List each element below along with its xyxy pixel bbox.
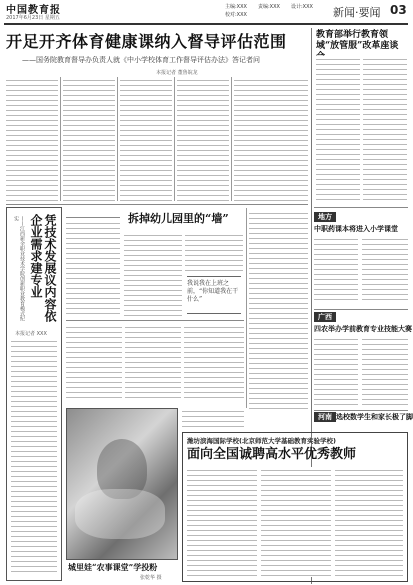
brief-body	[362, 236, 408, 304]
photo-caption: 城里娃“农事课堂”学投粉	[68, 562, 158, 572]
column-divider	[246, 208, 247, 408]
brief-item	[314, 402, 413, 430]
ad-body	[187, 467, 257, 577]
page-number: 03	[390, 3, 407, 17]
lead-body-column	[177, 77, 229, 201]
ad-headline: 面向全国诚聘高水平优秀教师	[187, 447, 357, 462]
staff-line-4: 校对:XXX	[225, 12, 247, 18]
center-lower-body	[184, 324, 244, 402]
center-side-column	[249, 210, 308, 410]
brief-body	[362, 336, 408, 406]
brief-rule	[314, 309, 408, 310]
lead-body-column	[63, 77, 115, 201]
left-feature-box	[6, 207, 62, 581]
photo-figure-shape	[75, 489, 165, 539]
ad-body	[335, 467, 403, 577]
pullquote-text: 我说我在上班之前，“你知道我在干什么”	[187, 280, 239, 303]
brief-item	[314, 212, 408, 306]
lead-subhead: ——国务院教育督导办负责人就《中小学校体育工作督导评估办法》答记者问	[22, 56, 260, 64]
masthead-rule	[4, 23, 408, 25]
photo-side-text	[182, 408, 244, 428]
column-divider	[117, 77, 118, 201]
brief-title: 四农举办学前教育专业技能大赛	[314, 324, 412, 333]
center-lower-body	[125, 324, 181, 402]
column-divider	[174, 77, 175, 201]
brief-item	[314, 312, 412, 408]
right-top-body	[363, 56, 407, 204]
brief-tag: 地方	[314, 212, 336, 222]
lead-body-column	[234, 77, 308, 201]
center-rule	[66, 320, 244, 321]
news-photo	[66, 408, 178, 560]
staff-line-2: 责编:XXX	[258, 4, 280, 10]
lead-headline: 开足开齐体育健康课纳入督导评估范围	[6, 32, 287, 51]
staff-line-1: 主编:XXX	[225, 4, 247, 10]
photo-byline: 张乾华 摄	[140, 575, 162, 581]
section-name: 新闻·要闻	[333, 6, 381, 19]
lead-byline: 本报记者 董鲁皖龙	[156, 70, 198, 76]
brief-body	[314, 336, 358, 406]
brief-body	[314, 236, 358, 304]
left-feature-byline: 本报记者 XXX	[15, 331, 47, 337]
center-feature-pullquote	[187, 276, 241, 314]
left-feature-body	[11, 338, 57, 576]
masthead	[0, 0, 412, 24]
brief-title: 选校数学生和家长极了脚	[336, 412, 413, 421]
left-feature-headline: 凭技术发展议内容依企业需求建专业	[29, 214, 57, 322]
center-feature-body	[124, 232, 182, 316]
center-lower-body	[66, 324, 122, 402]
ad-body	[261, 467, 331, 577]
ad-top-line: 潍坊滨海国际学校(北京师范大学基础教育实验学校)	[187, 437, 336, 445]
column-divider	[231, 77, 232, 201]
staff-line-3: 设计:XXX	[291, 4, 313, 10]
lead-body-column	[120, 77, 172, 201]
left-feature-subhead: ——江西新余职业技术学院创新职业教育模式纪实	[13, 216, 25, 321]
brief-tag: 河南	[314, 412, 336, 422]
right-top-headline: 教育部举行教育领域“放管服”改革座谈	[316, 30, 399, 51]
center-feature-lead-column	[66, 220, 120, 316]
center-feature-headline: 拆掉幼儿园里的“墙”	[128, 212, 229, 225]
center-feature-body	[185, 232, 243, 272]
newspaper-logo: 中国教育报	[6, 5, 61, 16]
date-line: 2017年6月23日 星期五	[6, 15, 60, 21]
center-feature-label	[66, 210, 120, 218]
column-divider	[60, 77, 61, 201]
recruitment-ad	[182, 432, 408, 582]
brief-title: 中职药课本将进入小学课堂	[314, 224, 398, 233]
right-top-rule	[314, 207, 408, 208]
right-top-body	[316, 56, 360, 204]
lead-bottom-rule	[6, 204, 308, 205]
lead-body-column	[6, 77, 58, 201]
brief-tag: 广西	[314, 312, 336, 322]
